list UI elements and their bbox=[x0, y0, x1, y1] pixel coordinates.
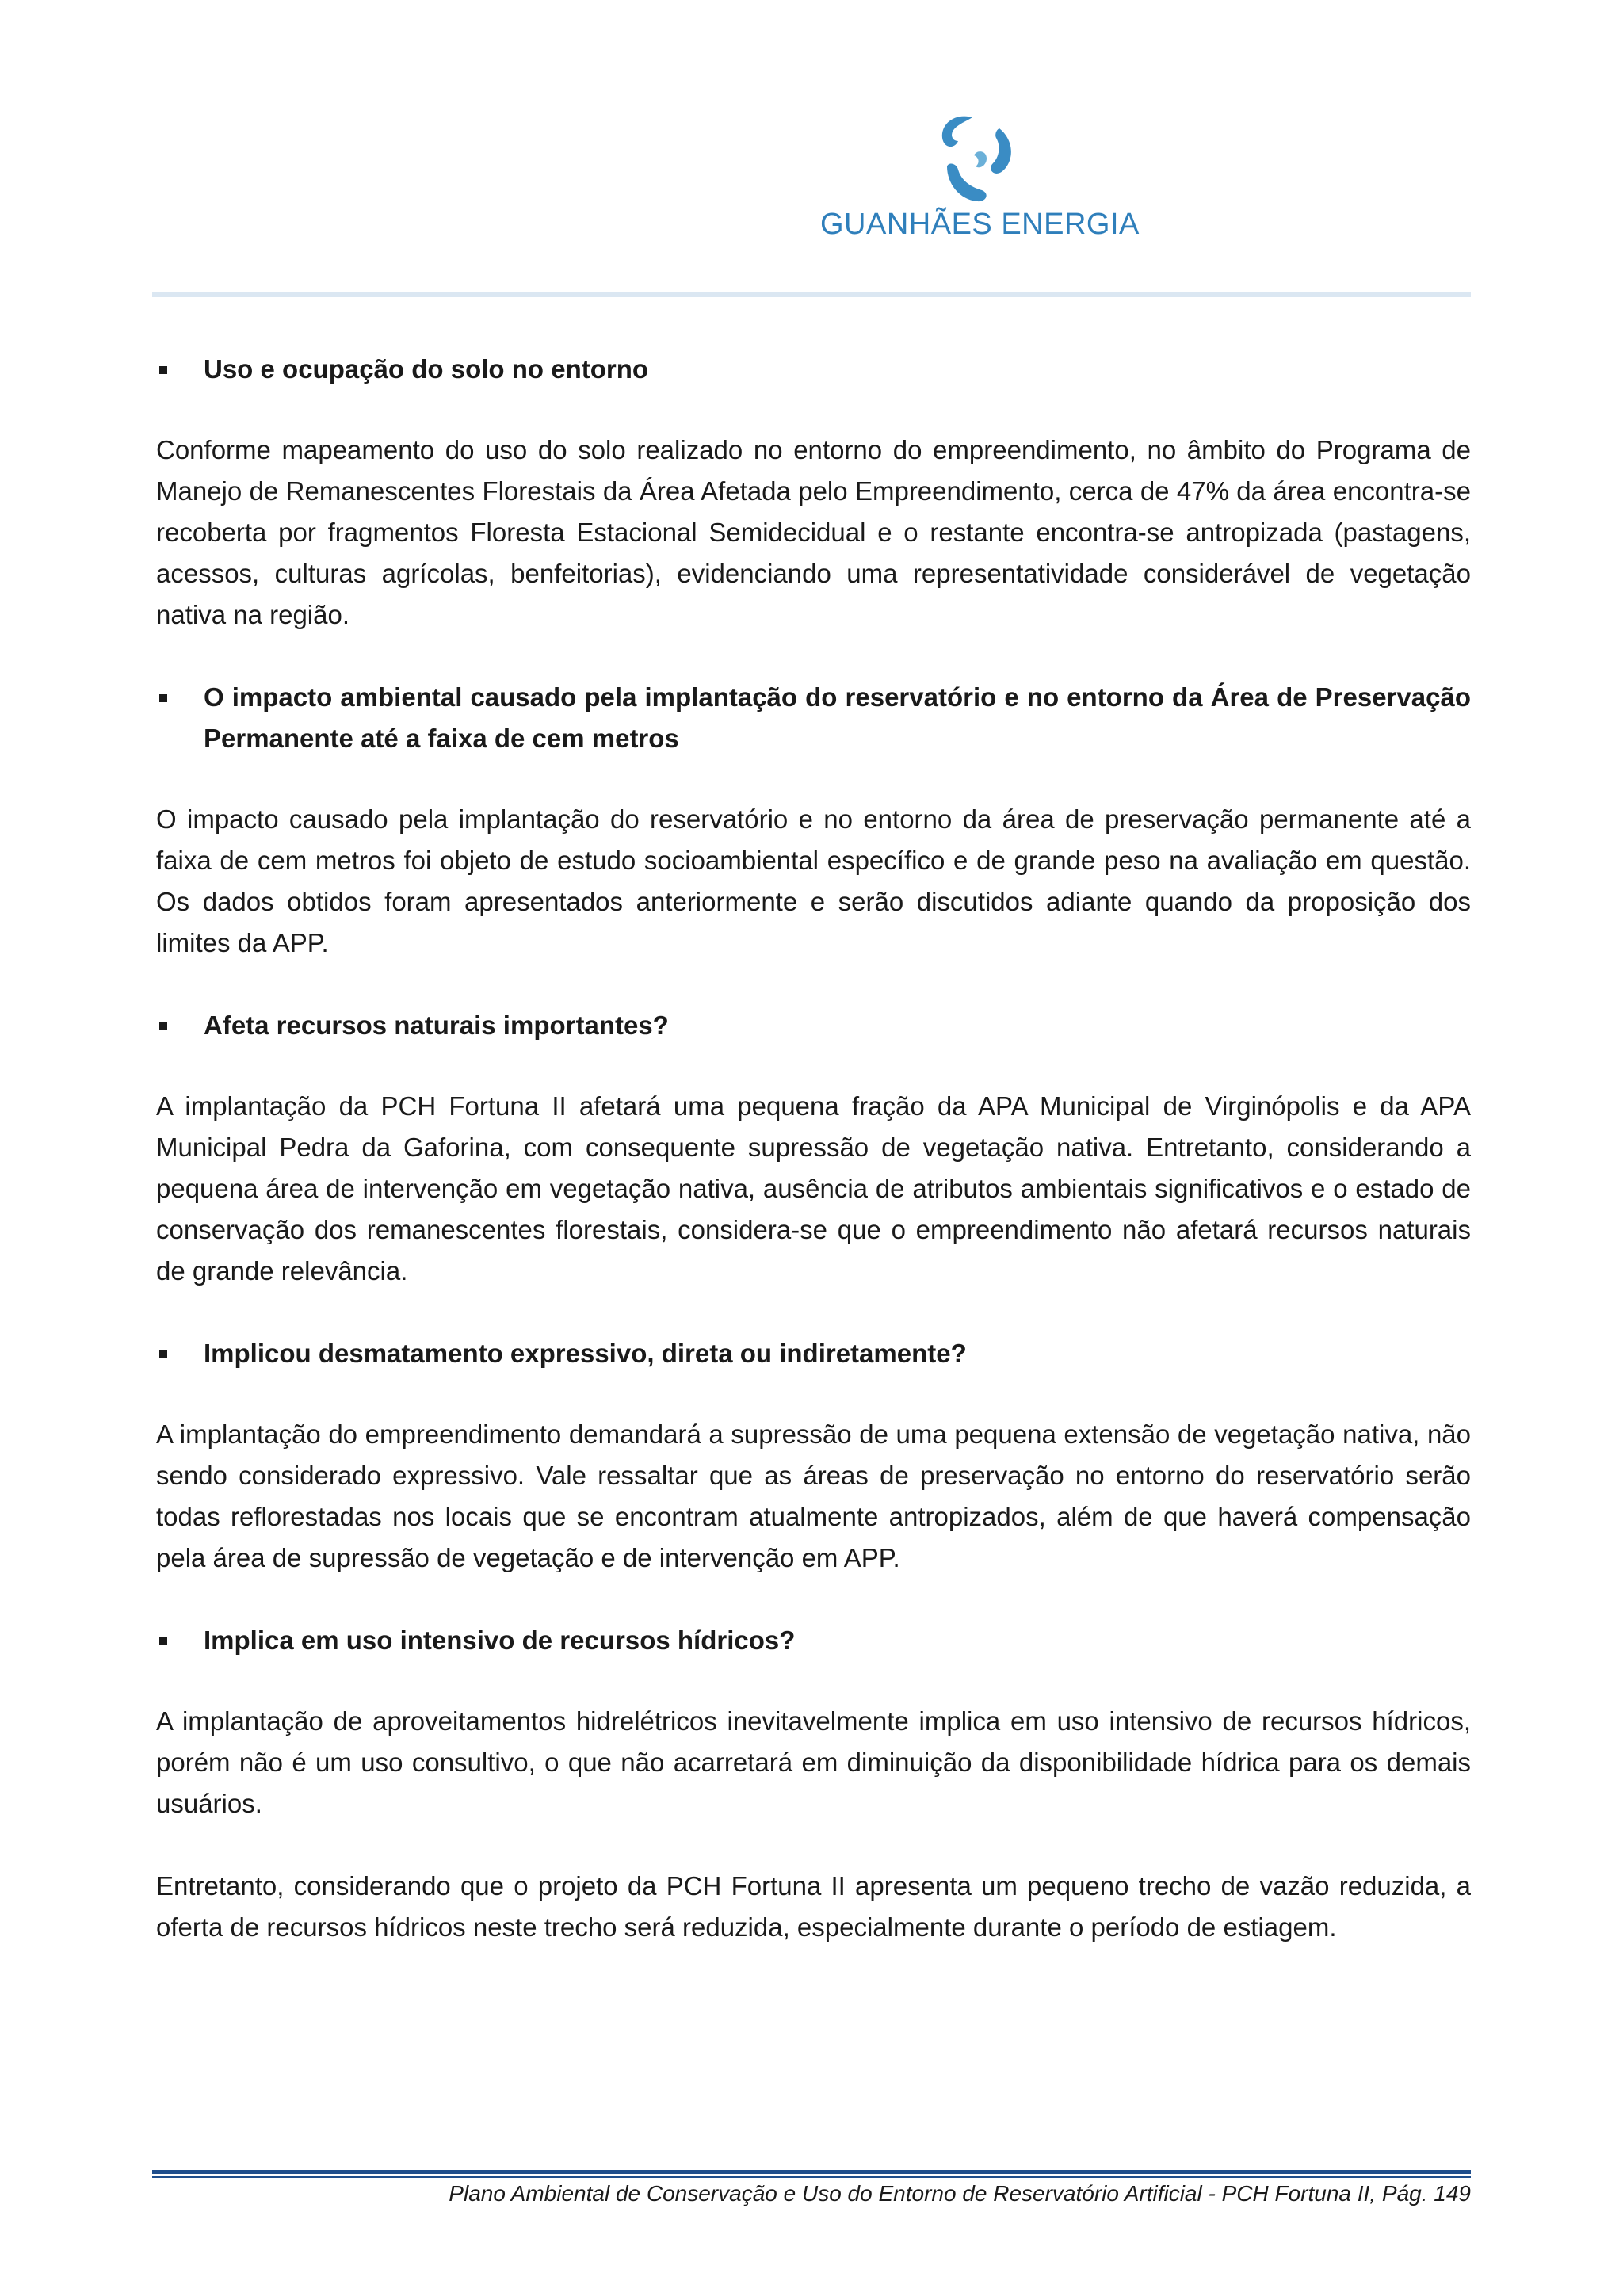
bullet-square-icon bbox=[159, 366, 167, 374]
paragraph-land-use: Conforme mapeamento do uso do solo realizado no entorno do empreendimento, no âmbito do Programa de Manejo de Remanescentes Florestais da Área Afetada pelo Empreendimento, cerca de 47% da área encontra-se recoberta por fragmentos Floresta Estacional Semidecidual e o restante encontra-se antropizada (pastagens, acessos, culturas agrícolas, benfeitorias), evidenciando uma representatividade considerável de vegetação nativa na região. bbox=[156, 435, 1471, 629]
footer-divider-thin bbox=[152, 2176, 1471, 2178]
paragraph-water-resources: A implantação de aproveitamentos hidrelétricos inevitavelmente implica em uso intensivo de recursos hídricos, porém não é um uso consultivo, o que não acarretará em diminuição da disponibilidade hídrica para os demais usuários. bbox=[156, 1706, 1471, 1818]
document-body bbox=[156, 349, 1471, 1948]
company-logo bbox=[820, 111, 1140, 246]
bullet-square-icon bbox=[159, 1022, 167, 1030]
section-heading-deforestation: Implicou desmatamento expressivo, direta ou indiretamente? bbox=[156, 1333, 1471, 1374]
section-heading-natural-resources: Afeta recursos naturais importantes? bbox=[156, 1005, 1471, 1046]
swirl-logo-icon bbox=[923, 111, 1022, 206]
bullet-square-icon bbox=[159, 1637, 167, 1645]
page-footer: Plano Ambiental de Conservação e Uso do Entorno de Reservatório Artificial - PCH Fortuna II, Pág. 149 bbox=[449, 2181, 1471, 2206]
footer-divider-thick bbox=[152, 2170, 1471, 2174]
section-heading-water-resources: Implica em uso intensivo de recursos hídricos? bbox=[156, 1620, 1471, 1661]
bullet-square-icon bbox=[159, 1350, 167, 1358]
section-heading-land-use: Uso e ocupação do solo no entorno bbox=[156, 349, 1471, 390]
bullet-square-icon bbox=[159, 694, 167, 702]
logo-wordmark: GUANHÃES ENERGIA bbox=[820, 208, 1140, 241]
paragraph-water-resources-2: Entretanto, considerando que o projeto da PCH Fortuna II apresenta um pequeno trecho de vazão reduzida, a oferta de recursos hídricos neste trecho será reduzida, especialmente durante o período de estiagem. bbox=[156, 1871, 1471, 1942]
paragraph-natural-resources: A implantação da PCH Fortuna II afetará uma pequena fração da APA Municipal de Virginópolis e da APA Municipal Pedra da Gaforina, com consequente supressão de vegetação nativa. Entretanto, considerando a pequena área de intervenção em vegetação nativa, ausência de atributos ambientais significativos e o estado de conservação dos remanescentes florestais, considera-se que o empreendimento não afetará recursos naturais de grande relevância. bbox=[156, 1091, 1471, 1286]
section-heading-environmental-impact: O impacto ambiental causado pela implantação do reservatório e no entorno da Área de Preservação Permanente até a faixa de cem metros bbox=[156, 677, 1471, 759]
paragraph-environmental-impact: O impacto causado pela implantação do reservatório e no entorno da área de preservação permanente até a faixa de cem metros foi objeto de estudo socioambiental específico e de grande peso na avaliação em questão. Os dados obtidos foram apresentados anteriormente e serão discutidos adiante quando da proposição dos limites da APP. bbox=[156, 804, 1471, 957]
header-divider bbox=[152, 292, 1471, 297]
paragraph-deforestation: A implantação do empreendimento demandará a supressão de uma pequena extensão de vegetação nativa, não sendo considerado expressivo. Vale ressaltar que as áreas de preservação no entorno do reservatório serão todas reflorestadas nos locais que se encontram atualmente antropizados, além de que haverá compensação pela área de supressão de vegetação e de intervenção em APP. bbox=[156, 1419, 1471, 1572]
